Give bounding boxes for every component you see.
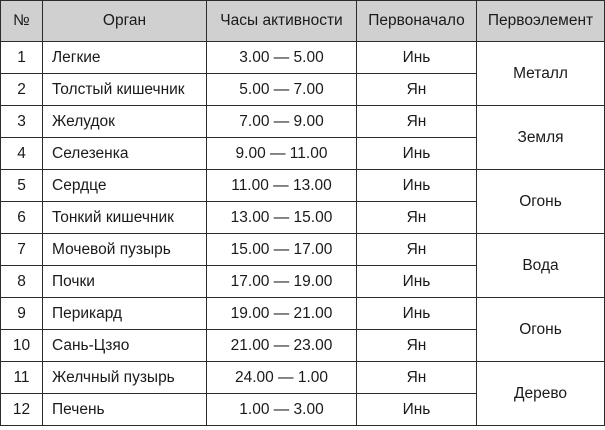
primal-origin: Инь bbox=[357, 42, 477, 74]
primal-origin: Инь bbox=[357, 394, 477, 426]
organ-name: Тонкий кишечник bbox=[43, 202, 207, 234]
row-number: 5 bbox=[1, 170, 43, 202]
primal-element: Огонь bbox=[477, 298, 605, 362]
primal-origin: Ян bbox=[357, 330, 477, 362]
activity-hours: 13.00 — 15.00 bbox=[207, 202, 357, 234]
organ-name: Легкие bbox=[43, 42, 207, 74]
primal-origin: Инь bbox=[357, 298, 477, 330]
organ-name: Печень bbox=[43, 394, 207, 426]
activity-hours: 17.00 — 19.00 bbox=[207, 266, 357, 298]
organ-name: Почки bbox=[43, 266, 207, 298]
table-row bbox=[1, 42, 605, 74]
primal-origin: Инь bbox=[357, 170, 477, 202]
primal-origin: Ян bbox=[357, 74, 477, 106]
row-number: 8 bbox=[1, 266, 43, 298]
organ-name: Мочевой пузырь bbox=[43, 234, 207, 266]
organ-name: Толстый кишечник bbox=[43, 74, 207, 106]
organ-name: Селезенка bbox=[43, 138, 207, 170]
row-number: 6 bbox=[1, 202, 43, 234]
organ-name: Перикард bbox=[43, 298, 207, 330]
primal-origin: Ян bbox=[357, 106, 477, 138]
primal-element: Вода bbox=[477, 234, 605, 298]
row-number: 4 bbox=[1, 138, 43, 170]
header-hours: Часы активности bbox=[207, 1, 357, 42]
row-number: 12 bbox=[1, 394, 43, 426]
activity-hours: 5.00 — 7.00 bbox=[207, 74, 357, 106]
header-origin: Первоначало bbox=[357, 1, 477, 42]
activity-hours: 11.00 — 13.00 bbox=[207, 170, 357, 202]
organ-name: Сердце bbox=[43, 170, 207, 202]
activity-hours: 7.00 — 9.00 bbox=[207, 106, 357, 138]
primal-origin: Инь bbox=[357, 138, 477, 170]
header-organ: Орган bbox=[43, 1, 207, 42]
activity-hours: 19.00 — 21.00 bbox=[207, 298, 357, 330]
primal-origin: Ян bbox=[357, 234, 477, 266]
primal-element: Дерево bbox=[477, 362, 605, 426]
row-number: 9 bbox=[1, 298, 43, 330]
table-row bbox=[1, 298, 605, 330]
organ-name: Желудок bbox=[43, 106, 207, 138]
header-num: № bbox=[1, 1, 43, 42]
primal-origin: Инь bbox=[357, 266, 477, 298]
row-number: 1 bbox=[1, 42, 43, 74]
primal-origin: Ян bbox=[357, 362, 477, 394]
table-row bbox=[1, 170, 605, 202]
table-row bbox=[1, 106, 605, 138]
row-number: 11 bbox=[1, 362, 43, 394]
table-row bbox=[1, 362, 605, 394]
activity-hours: 21.00 — 23.00 bbox=[207, 330, 357, 362]
table-row bbox=[1, 234, 605, 266]
activity-hours: 15.00 — 17.00 bbox=[207, 234, 357, 266]
primal-element: Огонь bbox=[477, 170, 605, 234]
activity-hours: 24.00 — 1.00 bbox=[207, 362, 357, 394]
header-element: Первоэлемент bbox=[477, 1, 605, 42]
activity-hours: 3.00 — 5.00 bbox=[207, 42, 357, 74]
primal-origin: Ян bbox=[357, 202, 477, 234]
row-number: 7 bbox=[1, 234, 43, 266]
table-header-row bbox=[1, 1, 605, 42]
row-number: 10 bbox=[1, 330, 43, 362]
row-number: 2 bbox=[1, 74, 43, 106]
organ-name: Сань-Цзяо bbox=[43, 330, 207, 362]
primal-element: Земля bbox=[477, 106, 605, 170]
primal-element: Металл bbox=[477, 42, 605, 106]
organ-name: Желчный пузырь bbox=[43, 362, 207, 394]
row-number: 3 bbox=[1, 106, 43, 138]
activity-hours: 9.00 — 11.00 bbox=[207, 138, 357, 170]
activity-hours: 1.00 — 3.00 bbox=[207, 394, 357, 426]
